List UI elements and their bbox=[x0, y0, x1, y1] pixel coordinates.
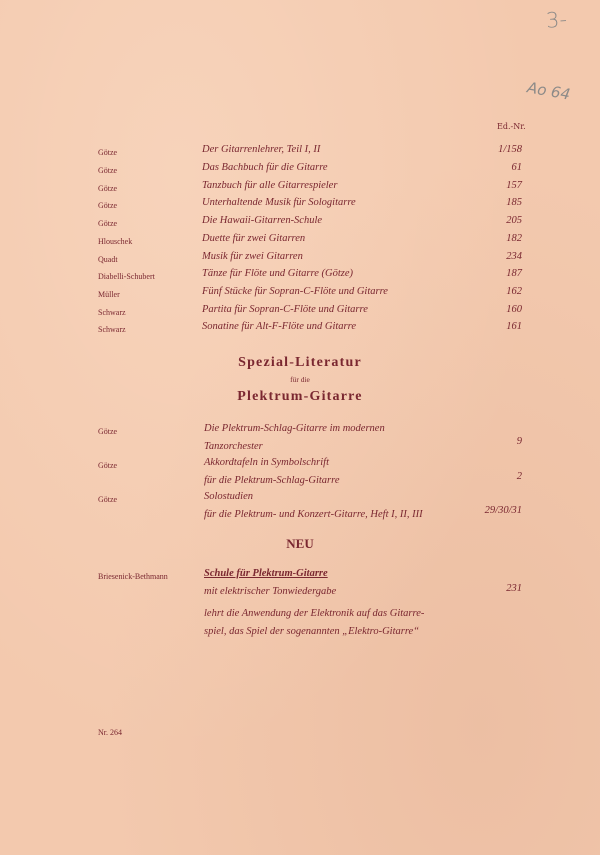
edition-number: 29/30/31 bbox=[484, 505, 522, 516]
new-work bbox=[204, 565, 336, 601]
composer-name: Schwarz bbox=[98, 308, 126, 317]
edition-number: 161 bbox=[506, 321, 522, 332]
composer-name: Götze bbox=[98, 461, 118, 470]
edition-number: 187 bbox=[506, 268, 522, 279]
description-line: spiel, das Spiel der sogenannten „Elektro-Gitarre“ bbox=[204, 626, 420, 637]
edition-number: 234 bbox=[506, 251, 522, 262]
composer-name: Götze bbox=[98, 201, 118, 210]
list-item bbox=[0, 251, 600, 267]
section-heading-special-literature: Spezial-Literatur bbox=[238, 355, 362, 370]
edition-number: 160 bbox=[506, 304, 522, 315]
work-title: Tanzbuch für alle Gitarrespieler bbox=[202, 180, 338, 191]
edition-number: 205 bbox=[506, 215, 522, 226]
work-title-line: für die Plektrum-Schlag-Gitarre bbox=[204, 475, 340, 486]
list-item bbox=[0, 286, 600, 302]
work-title bbox=[204, 454, 340, 490]
work-title-line: Solostudien bbox=[204, 491, 253, 502]
section-heading-plectrum-guitar: Plektrum-Gitarre bbox=[237, 389, 363, 404]
list-item bbox=[0, 268, 600, 284]
work-title: Duette für zwei Gitarren bbox=[202, 233, 306, 244]
edition-number: 231 bbox=[506, 583, 522, 594]
list-item bbox=[0, 321, 600, 337]
composer-name: Diabelli-Schubert bbox=[98, 272, 155, 281]
list-item bbox=[0, 215, 600, 231]
work-title bbox=[204, 488, 423, 524]
list-item bbox=[0, 197, 600, 213]
composer-name: Götze bbox=[98, 148, 118, 157]
section-heading-new: NEU bbox=[286, 536, 314, 551]
work-title: Die Hawaii-Gitarren-Schule bbox=[202, 215, 323, 226]
list-item bbox=[0, 162, 600, 178]
pencil-catalog-mark: Ao 64 bbox=[525, 78, 572, 104]
work-title: Musik für zwei Gitarren bbox=[202, 251, 303, 262]
edition-number: 185 bbox=[506, 197, 522, 208]
section-heading-connector: für die bbox=[290, 375, 310, 384]
list-item bbox=[0, 180, 600, 196]
new-work-description bbox=[204, 605, 424, 641]
ed-nr-column-header: Ed.-Nr. bbox=[497, 122, 526, 131]
list-item bbox=[0, 233, 600, 249]
composer-name: Götze bbox=[98, 219, 118, 228]
composer-name: Briesenick-Bethmann bbox=[98, 572, 168, 581]
list-item bbox=[0, 304, 600, 320]
work-title: Tänze für Flöte und Gitarre (Götze) bbox=[202, 268, 353, 279]
work-title-line: Die Plektrum-Schlag-Gitarre im modernen bbox=[204, 423, 385, 434]
work-title: Der Gitarrenlehrer, Teil I, II bbox=[202, 144, 321, 155]
composer-name: Schwarz bbox=[98, 325, 126, 334]
edition-number: 182 bbox=[506, 233, 522, 244]
composer-name: Hlouschek bbox=[98, 237, 133, 246]
composer-name: Götze bbox=[98, 166, 118, 175]
composer-name: Götze bbox=[98, 495, 118, 504]
work-title-line: Tanzorchester bbox=[204, 441, 263, 452]
edition-number: 9 bbox=[516, 436, 522, 447]
edition-number: 2 bbox=[516, 471, 522, 482]
work-title-line: für die Plektrum- und Konzert-Gitarre, Heft I, II, III bbox=[204, 509, 423, 520]
composer-name: Müller bbox=[98, 290, 120, 299]
new-work-subtitle: mit elektrischer Tonwiedergabe bbox=[204, 586, 337, 597]
list-item bbox=[0, 144, 600, 160]
work-title: Unterhaltende Musik für Sologitarre bbox=[202, 197, 356, 208]
work-title: Fünf Stücke für Sopran-C-Flöte und Gitarre bbox=[202, 286, 388, 297]
composer-name: Quadt bbox=[98, 255, 118, 264]
composer-name: Götze bbox=[98, 184, 118, 193]
description-line: lehrt die Anwendung der Elektronik auf das Gitarre- bbox=[204, 608, 425, 619]
catalog-number: Nr. 264 bbox=[98, 728, 122, 737]
work-title-line: Akkordtafeln in Symbolschrift bbox=[204, 457, 330, 468]
edition-number: 157 bbox=[506, 180, 522, 191]
edition-number: 1/158 bbox=[498, 144, 522, 155]
edition-number: 61 bbox=[511, 162, 522, 173]
pencil-page-number: 3- bbox=[545, 7, 568, 33]
composer-name: Götze bbox=[98, 427, 118, 436]
work-title bbox=[204, 420, 385, 456]
work-title: Partita für Sopran-C-Flöte und Gitarre bbox=[202, 304, 368, 315]
edition-number: 162 bbox=[506, 286, 522, 297]
work-title: Sonatine für Alt-F-Flöte und Gitarre bbox=[202, 321, 356, 332]
new-work-title: Schule für Plektrum-Gitarre bbox=[204, 568, 328, 579]
work-title: Das Bachbuch für die Gitarre bbox=[202, 162, 328, 173]
